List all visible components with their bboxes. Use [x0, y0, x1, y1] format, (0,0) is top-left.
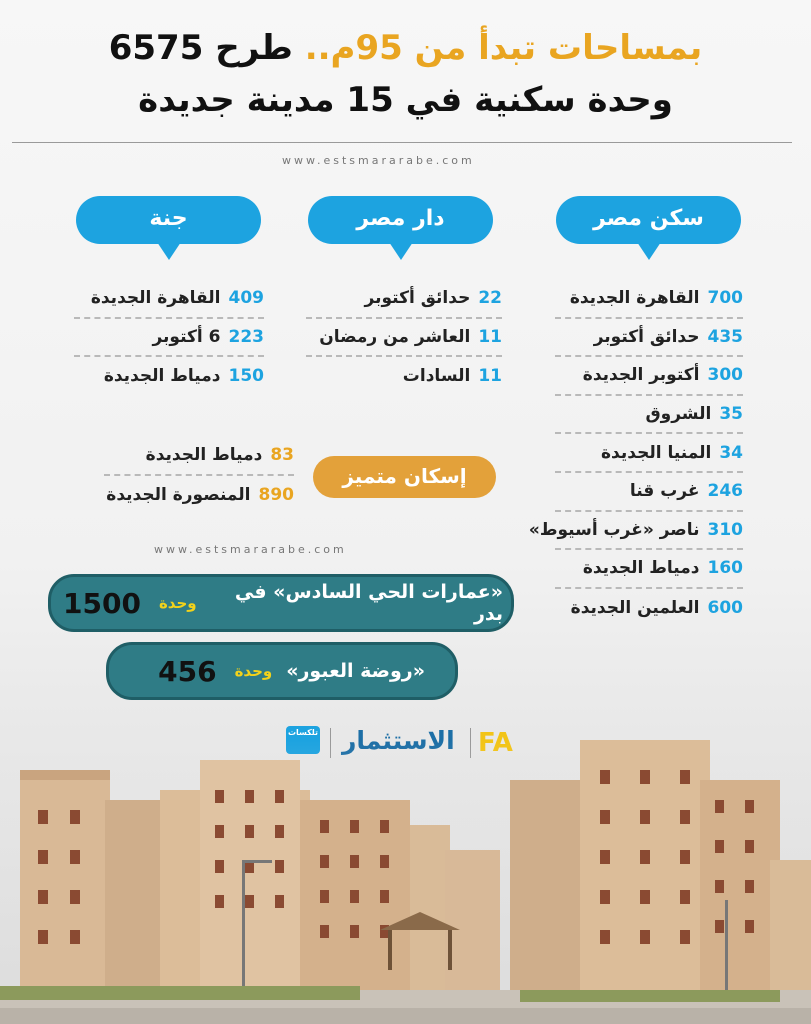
unit-count: 890 — [258, 484, 294, 505]
obour-units-bar — [106, 642, 458, 700]
city-name: السادات — [402, 366, 471, 387]
unit-count: 1500 — [63, 586, 141, 620]
unit-count: 435 — [707, 326, 743, 347]
unit-count: 700 — [707, 288, 743, 309]
city-name: المنيا الجديدة — [601, 442, 712, 463]
list-item — [555, 589, 743, 628]
list-item — [528, 512, 743, 551]
unit-count: 600 — [707, 598, 743, 619]
unit-count: 83 — [270, 445, 294, 466]
unit-count: 246 — [707, 481, 743, 502]
category-pill-iskan-motamayez: إسكان متميز — [313, 456, 496, 498]
list-item — [555, 550, 743, 589]
unit-count: 34 — [719, 442, 743, 463]
headline-line-1 — [0, 22, 811, 74]
list-item — [555, 434, 743, 473]
list-item — [555, 473, 743, 512]
list-item — [555, 396, 743, 435]
list-item — [74, 280, 264, 319]
city-name: غرب قنا — [629, 481, 700, 502]
category-bubble-sakan-misr: سكن مصر — [556, 196, 741, 244]
list-item — [555, 319, 743, 358]
unit-count: 11 — [478, 326, 502, 347]
list-item — [306, 357, 502, 396]
city-name: ناصر «غرب أسيوط» — [528, 519, 700, 540]
city-name: دمياط الجديدة — [103, 366, 221, 387]
unit-label: وحدة — [158, 594, 197, 612]
unit-count: 35 — [719, 404, 743, 425]
project-name: «روضة العبور» — [286, 660, 425, 682]
list-item — [104, 476, 294, 515]
list-item — [555, 357, 743, 396]
watermark-top: www.estsmararabe.com — [282, 154, 475, 167]
city-name: القاهرة الجديدة — [90, 288, 221, 309]
category-bubble-janna: جنة — [76, 196, 261, 244]
list-item — [104, 437, 294, 476]
headline-line-2: وحدة سكنية في 15 مدينة جديدة — [138, 80, 673, 120]
unit-count: 22 — [478, 288, 502, 309]
tlksat-logo: تلكسات — [286, 726, 320, 754]
unit-count: 150 — [228, 366, 264, 387]
dar-misr-list — [306, 280, 502, 396]
unit-count: 223 — [228, 326, 264, 347]
sakan-misr-list — [528, 280, 743, 627]
iskan-motamayez-list — [104, 437, 294, 514]
janna-list — [74, 280, 264, 396]
city-name: القاهرة الجديدة — [569, 288, 700, 309]
unit-count: 409 — [228, 288, 264, 309]
unit-count: 310 — [707, 519, 743, 540]
city-name: المنصورة الجديدة — [106, 484, 251, 505]
city-name: الشروق — [645, 404, 712, 425]
watermark-middle: www.estsmararabe.com — [154, 543, 347, 556]
city-name: أكتوبر الجديدة — [582, 365, 700, 386]
list-item — [74, 357, 264, 396]
city-name: دمياط الجديدة — [582, 558, 700, 579]
list-item — [306, 319, 502, 358]
list-item — [555, 280, 743, 319]
city-name: 6 أكتوبر — [152, 326, 221, 347]
city-name: العلمين الجديدة — [570, 598, 700, 619]
list-item — [306, 280, 502, 319]
title-divider — [12, 142, 792, 143]
headline — [0, 22, 811, 126]
list-item — [74, 319, 264, 358]
city-name: دمياط الجديدة — [145, 445, 263, 466]
unit-count: 456 — [158, 654, 217, 688]
unit-count: 300 — [707, 365, 743, 386]
city-name: حدائق أكتوبر — [364, 288, 471, 309]
project-name: «عمارات الحي السادس» في بدر — [234, 581, 503, 625]
badr-units-bar — [48, 574, 514, 632]
headline-rest: طرح 6575 — [108, 28, 293, 68]
unit-label: وحدة — [234, 662, 273, 680]
category-bubble-dar-misr: دار مصر — [308, 196, 493, 244]
apartment-buildings-photo — [0, 740, 811, 1024]
unit-count: 160 — [707, 558, 743, 579]
city-name: العاشر من رمضان — [319, 326, 471, 347]
city-name: حدائق أكتوبر — [593, 326, 700, 347]
headline-highlight: بمساحات تبدأ من 95م.. — [304, 28, 703, 68]
unit-count: 11 — [478, 366, 502, 387]
